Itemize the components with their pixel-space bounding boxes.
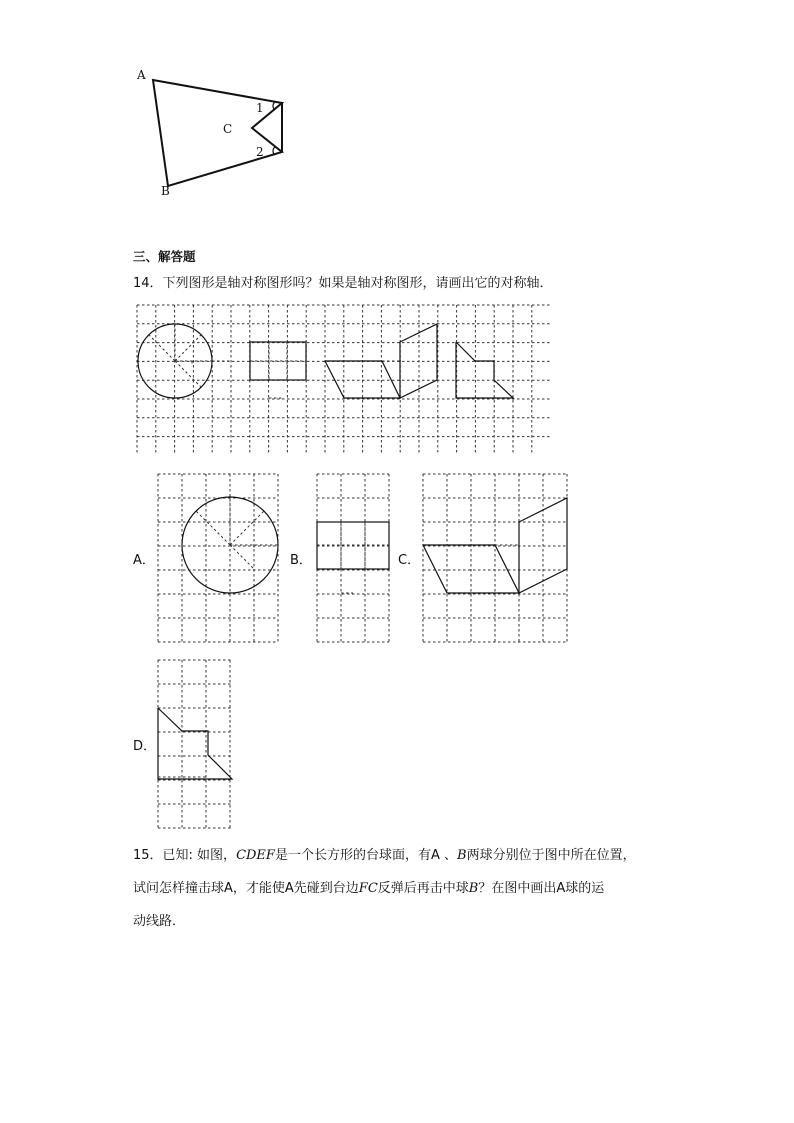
option-A-label[interactable]: A． (133, 553, 155, 568)
cross-grid-figure (250, 342, 306, 398)
grid-lines (317, 474, 389, 642)
question-15-line-1 (133, 848, 636, 864)
triangle-figure (456, 342, 513, 398)
option-B-grid[interactable] (317, 474, 391, 644)
var-CDEF: CDEF (236, 848, 275, 863)
q15-text-g: ？在图中画出A球的运 (478, 881, 605, 896)
label-2: 2 (256, 145, 264, 159)
q15-text-a: 已知: 如图， (162, 848, 237, 863)
question-14-text: 下列图形是轴对称图形吗？如果是轴对称图形，请画出它的对称轴． (162, 276, 553, 291)
var-FC: FC (358, 881, 378, 896)
label-B: B (161, 184, 170, 198)
label-C: C (223, 122, 233, 136)
label-1: 1 (256, 101, 264, 115)
option-A-grid[interactable] (158, 474, 278, 644)
var-B: B (457, 848, 467, 863)
grid-lines (423, 474, 567, 642)
figure-outline (153, 80, 282, 186)
option-D-label[interactable]: D． (133, 739, 157, 754)
question-14 (133, 276, 553, 292)
grid-lines (137, 305, 550, 454)
question-15-number: 15． (133, 848, 163, 863)
label-A: A (137, 68, 146, 82)
option-D-grid[interactable] (158, 660, 234, 830)
q15-text-c: A 、 (430, 848, 457, 863)
grid-lines (158, 474, 278, 642)
q15-text-f: 反弹后再击中球 (377, 881, 469, 896)
section-title: 三、解答题 (133, 249, 196, 264)
question-15-line-2 (133, 881, 604, 897)
q15-text-e: 试问怎样撞击球A，才能使A先碰到台边 (133, 881, 359, 896)
option-D-figure (158, 708, 232, 779)
question-15-line-3: 动线路． (133, 914, 186, 929)
option-C-grid[interactable] (423, 474, 569, 644)
question-14-number: 14． (133, 276, 163, 291)
grid-lines (158, 660, 232, 828)
option-B-figure (317, 522, 389, 593)
quadrilateral-figure (130, 60, 310, 210)
figures-grid (137, 305, 550, 455)
option-C-label[interactable]: C． (398, 553, 421, 568)
option-B-label[interactable]: B． (290, 553, 312, 568)
q15-text-b: 是一个长方形的台球面，有 (274, 848, 431, 863)
q15-text-d: 两球分别位于图中所在位置， (466, 848, 636, 863)
var-B-2: B (468, 881, 479, 896)
